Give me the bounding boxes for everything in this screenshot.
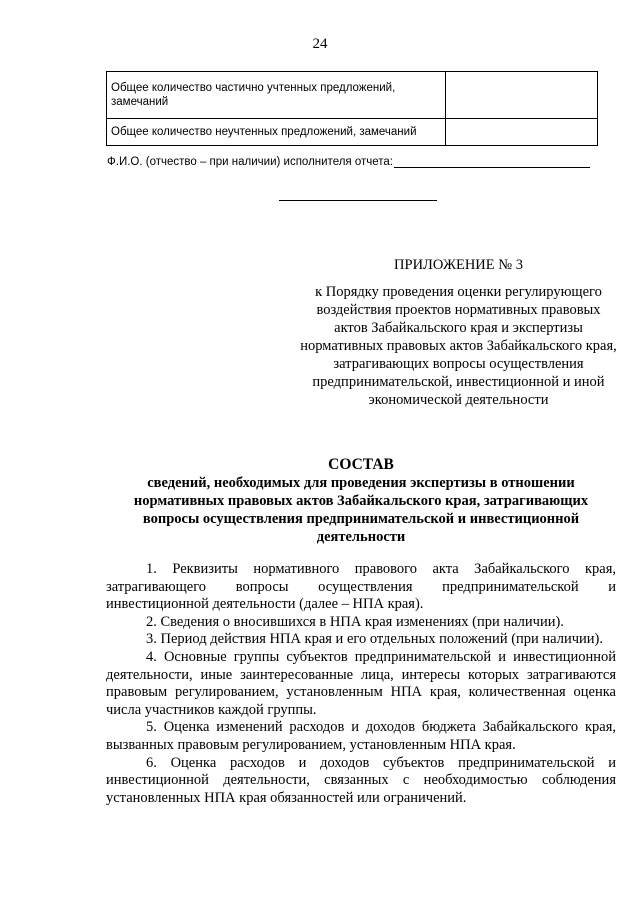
list-item: 4. Основные группы субъектов предпринимательской и инвестиционной деятельности, иные заинтересованные лица, интересы которых затрагиваются правовым регулированием, установленным НПА края, количественная оценка числа участников каждой группы.: [106, 648, 616, 718]
separator-line: [279, 200, 437, 201]
report-table: [106, 71, 598, 146]
table-cell-label: Общее количество неучтенных предложений, замечаний: [107, 119, 446, 146]
heading-title: СОСТАВ: [328, 456, 394, 473]
table-row: [107, 72, 598, 119]
appendix-title: ПРИЛОЖЕНИЕ № 3: [394, 257, 523, 273]
table-cell-value: [446, 72, 598, 119]
list-item: 1. Реквизиты нормативного правового акта Забайкальского края, затрагивающего вопросы осуществления предпринимательской и инвестиционной деятельности (далее – НПА края).: [106, 561, 616, 613]
list-item: 5. Оценка изменений расходов и доходов бюджета Забайкальского края, вызванных правовым регулированием, установленным НПА края.: [106, 719, 616, 753]
heading-subtitle: сведений, необходимых для проведения экспертизы в отношении нормативных правовых актов Забайкальского края, затрагивающих вопросы осуществления предпринимательской и инвестиционной деятельности: [133, 475, 589, 545]
page-number: 24: [312, 36, 328, 52]
appendix-description: к Порядку проведения оценки регулирующего воздействия проектов нормативных правовых актов Забайкальского края и экспертизы нормативных правовых актов Забайкальского края, затрагивающих вопросы осуществления предпринимательской, инвестиционной и иной экономической деятельности: [300, 284, 617, 408]
list-item: 6. Оценка расходов и доходов субъектов предпринимательской и инвестиционной деятельности, связанных с необходимостью соблюдения установленных НПА края обязанностей или ограничений.: [106, 754, 616, 806]
table-row: [107, 119, 598, 146]
document-heading: [106, 455, 616, 546]
table-cell-label: Общее количество частично учтенных предложений, замечаний: [107, 72, 446, 119]
signature-blank-line: [394, 155, 590, 168]
items-list: [106, 561, 616, 807]
appendix-block: [300, 256, 617, 409]
list-item: 3. Период действия НПА края и его отдельных положений (при наличии).: [146, 631, 604, 648]
executor-name-line: [107, 155, 590, 168]
executor-name-label: Ф.И.О. (отчество – при наличии) исполнителя отчета:: [107, 156, 393, 168]
table-cell-value: [446, 119, 598, 146]
list-item: 2. Сведения о вносившихся в НПА края изменениях (при наличии).: [146, 613, 564, 630]
